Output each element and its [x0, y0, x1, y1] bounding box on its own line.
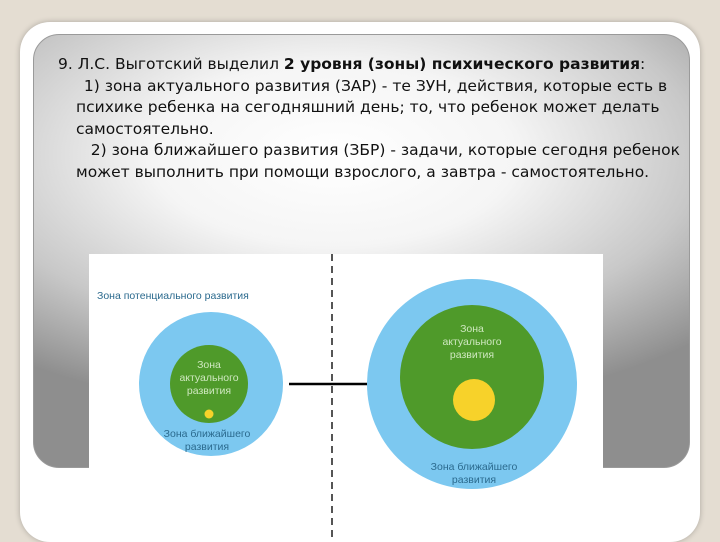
right-inner-label-2: актуального	[442, 336, 502, 348]
item-1	[58, 76, 688, 141]
heading-suffix: :	[640, 55, 646, 73]
left-inner-label-2: актуального	[179, 372, 239, 384]
left-outer-label-2: развития	[184, 441, 230, 453]
item-2-number: 2)	[90, 141, 112, 159]
label-potential: Зона потенциального развития	[97, 290, 249, 302]
right-outer-label-1: Зона ближайшего	[430, 461, 518, 473]
zones-diagram	[89, 254, 603, 540]
item-2-text: зона ближайшего развития (ЗБР) - задачи, которые сегодня ребенок может выполнить при помощи взрослого, а завтра - самостоятельно.	[76, 141, 681, 181]
heading-prefix: 9. Л.С. Выготский выделил	[58, 55, 284, 73]
left-core	[205, 410, 214, 419]
left-inner-label-3: развития	[186, 385, 232, 397]
right-outer-label-2: развития	[451, 474, 497, 486]
heading	[58, 54, 688, 76]
item-1-text: зона актуального развития (ЗАР) - те ЗУН, действия, которые есть в психике ребенка на сегодняшний день; то, что ребенок может делать самостоятельно.	[76, 76, 668, 138]
right-core	[453, 379, 495, 421]
zones-figure	[89, 254, 603, 540]
left-inner-label-1: Зона	[197, 359, 221, 371]
left-outer-label-1: Зона ближайшего	[163, 428, 251, 440]
right-inner-label-1: Зона	[460, 323, 484, 335]
right-inner-label-3: развития	[449, 349, 495, 361]
slide-text	[58, 54, 688, 183]
item-2	[58, 140, 688, 183]
heading-bold: 2 уровня (зоны) психического развития	[283, 55, 641, 73]
item-1-number: 1)	[83, 76, 105, 95]
